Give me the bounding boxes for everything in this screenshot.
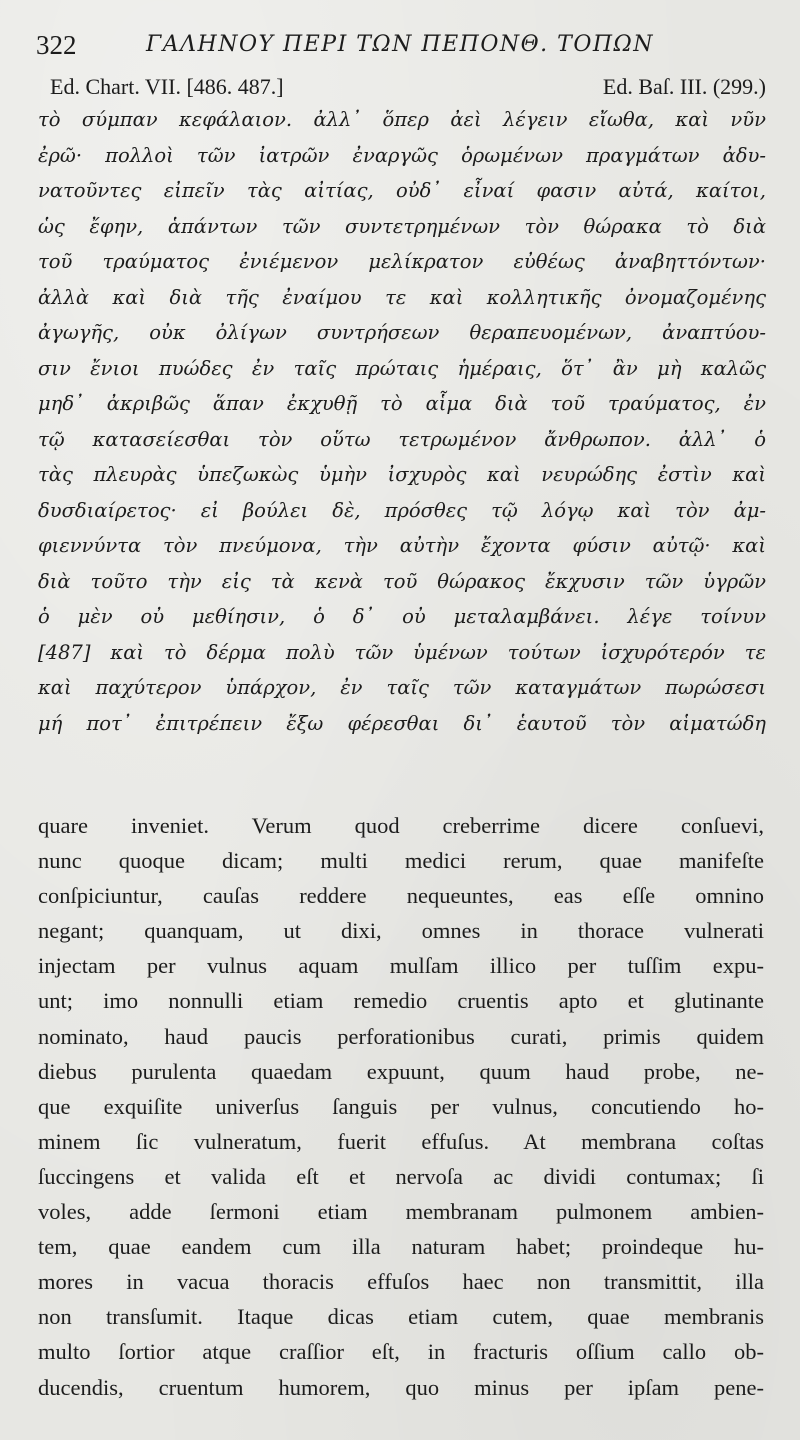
latin-line: ſuccingens et valida eſt et nervoſa ac dividi contumax; ſi — [38, 1163, 764, 1189]
edition-references — [50, 72, 766, 102]
greek-line: [487] καὶ τὸ δέρμα πολὺ τῶν ὑμένων τούτων ἰσχυρότερόν τε — [38, 640, 766, 664]
greek-line: διὰ τοῦτο τὴν εἰς τὰ κενὰ τοῦ θώρακος ἔκχυσιν τῶν ὑγρῶν — [38, 569, 766, 593]
latin-line: quare inveniet. Verum quod creberrime dicere conſuevi, — [38, 813, 764, 838]
latin-line: conſpiciuntur, cauſas reddere nequeuntes, eas eſſe omnino — [38, 883, 764, 909]
page-number: 322 — [36, 30, 77, 60]
greek-line: τοῦ τραύματος ἐνιέμενον μελίκρατον εὐθέως ἀναβηττόντων· — [38, 250, 766, 273]
edition-basel: Ed. Baſ. III. (299.) — [602, 74, 766, 99]
latin-line: mores in vacua thoracis effuſos haec non transmittit, illa — [38, 1269, 764, 1295]
latin-line: unt; imo nonnulli etiam remedio cruentis apto et glutinante — [38, 988, 764, 1014]
greek-line: ὡς ἔφην, ἁπάντων τῶν συντετρημένων τὸν θώρακα τὸ διὰ — [38, 214, 766, 238]
greek-text — [38, 102, 766, 741]
latin-line: que exquiſite univerſus ſanguis per vulnus, concutiendo ho- — [38, 1093, 764, 1119]
latin-line: voles, adde ſermoni etiam membranam pulmonem ambien- — [38, 1199, 764, 1225]
latin-line: non transſumit. Itaque dicas etiam cutem, quae membranis — [38, 1304, 764, 1330]
latin-line: minem ſic vulneratum, fuerit effuſus. At membrana coſtas — [38, 1128, 764, 1154]
greek-line: νατοῦντες εἰπεῖν τὰς αἰτίας, οὐδ᾽ εἶναί φασιν αὐτά, καίτοι, — [38, 179, 766, 202]
greek-line: σιν ἔνιοι πυώδες ἐν ταῖς πρώταις ἡμέραις, ὅτ᾽ ἂν μὴ καλῶς — [38, 356, 766, 380]
latin-line: injectam per vulnus aquam mulſam illico per tuſſim expu- — [38, 953, 764, 979]
latin-line: tem, quae eandem cum illa naturam habet; proindeque hu- — [38, 1234, 764, 1260]
latin-line: multo ſortior atque craſſior eſt, in fracturis oſſium callo ob- — [38, 1339, 764, 1365]
running-title: ΓΑΛΗΝΟΥ ΠΕΡΙ ΤΩΝ ΠΕΠΟΝΘ. ΤΟΠΩΝ — [146, 32, 655, 57]
greek-line: τὰς πλευρὰς ὑπεζωκὼς ὑμὴν ἰσχυρὸς καὶ νευρώδης ἐστὶν καὶ — [38, 463, 766, 486]
greek-line: ὁ μὲν οὐ μεθίησιν, ὁ δ᾽ οὐ μεταλαμβάνει. λέγε τοίνυν — [38, 605, 766, 628]
greek-line: καὶ παχύτερον ὑπάρχον, ἐν ταῖς τῶν καταγμάτων πωρώσεσι — [38, 676, 766, 699]
greek-line: ἀλλὰ καὶ διὰ τῆς ἐναίμου τε καὶ κολλητικῆς ὀνομαζομένης — [38, 285, 766, 309]
latin-translation — [38, 808, 764, 1405]
latin-line: nunc quoque dicam; multi medici rerum, quae manifeſte — [38, 848, 764, 874]
running-head — [36, 26, 766, 64]
greek-line: ἀγωγῆς, οὐκ ὀλίγων συντρήσεων θεραπευομένων, ἀναπτύου- — [38, 321, 766, 344]
greek-line: τὸ σύμπαν κεφάλαιον. ἀλλ᾽ ὅπερ ἀεὶ λέγειν εἴωθα, καὶ νῦν — [38, 108, 766, 131]
latin-line: ducendis, cruentum humorem, quo minus per ipſam pene- — [38, 1374, 764, 1400]
latin-line: nominato, haud paucis perforationibus curati, primis quidem — [38, 1023, 764, 1049]
greek-line: μή ποτ᾽ ἐπιτρέπειν ἔξω φέρεσθαι δι᾽ ἑαυτοῦ τὸν αἱματώδη — [38, 711, 766, 735]
greek-line: δυσδιαίρετος· εἰ βούλει δὲ, πρόσθες τῷ λόγῳ καὶ τὸν ἀμ- — [38, 498, 766, 522]
latin-line: diebus purulenta quaedam expuunt, quum haud probe, ne- — [38, 1058, 764, 1084]
greek-line: ἐρῶ· πολλοὶ τῶν ἰατρῶν ἐναργῶς ὁρωμένων πραγμάτων ἀδυ- — [38, 143, 766, 167]
greek-line: μηδ᾽ ἀκριβῶς ἅπαν ἐκχυθῇ τὸ αἷμα διὰ τοῦ τραύματος, ἐν — [38, 392, 766, 415]
latin-line: negant; quanquam, ut dixi, omnes in thorace vulnerati — [38, 918, 764, 944]
greek-line: φιεννύντα τὸν πνεύμονα, τὴν αὐτὴν ἔχοντα φύσιν αὐτῷ· καὶ — [38, 534, 766, 557]
edition-chartier: Ed. Chart. VII. [486. 487.] — [50, 74, 284, 99]
greek-line: τῷ κατασείεσθαι τὸν οὕτω τετρωμένον ἄνθρωπον. ἀλλ᾽ ὁ — [38, 427, 766, 451]
